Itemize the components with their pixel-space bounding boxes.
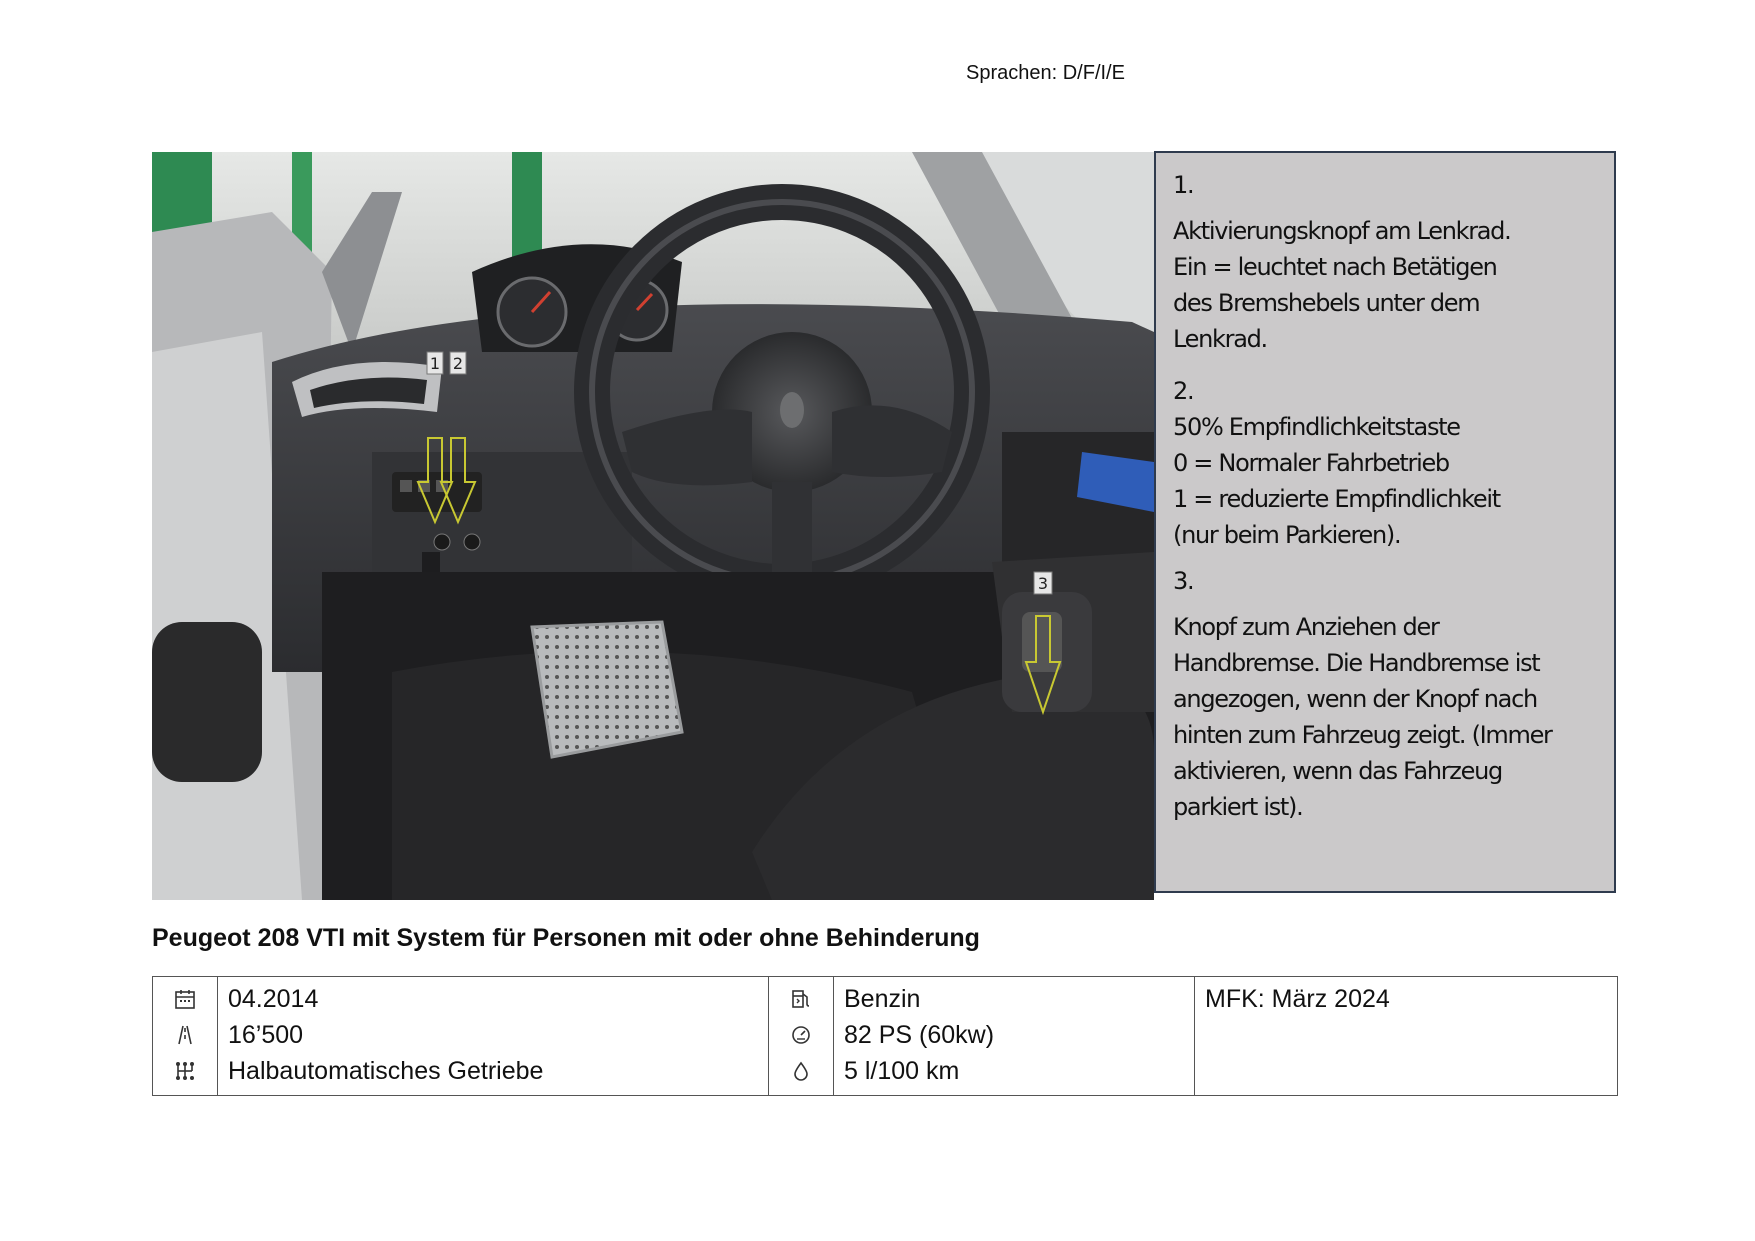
item-1-number: 1. bbox=[1173, 171, 1194, 199]
marker-2-label: 2 bbox=[452, 354, 464, 373]
power: 82 PS (60kw) bbox=[844, 1021, 995, 1049]
marker-1-label: 1 bbox=[429, 354, 441, 373]
specs-values-col-2 bbox=[834, 977, 1195, 1096]
item-3-line: Handbremse. Die Handbremse ist bbox=[1173, 649, 1540, 677]
specs-table bbox=[152, 976, 1618, 1096]
specs-icons-col-1 bbox=[153, 977, 218, 1096]
road-icon bbox=[163, 1017, 207, 1053]
fuel-type: Benzin bbox=[844, 985, 921, 1013]
car-interior-photo bbox=[152, 152, 1154, 900]
item-2-line: 50% Empfindlichkeitstaste bbox=[1173, 413, 1460, 441]
item-2-line: 0 = Normaler Fahrbetrieb bbox=[1173, 449, 1449, 477]
item-1-line: des Bremshebels unter dem bbox=[1173, 289, 1480, 317]
item-1-line: Lenkrad. bbox=[1173, 325, 1267, 353]
item-2-number: 2. bbox=[1173, 377, 1194, 405]
marker-3-label: 3 bbox=[1037, 574, 1049, 593]
first-registration: 04.2014 bbox=[228, 985, 319, 1013]
item-3-line: parkiert ist). bbox=[1173, 793, 1303, 821]
item-3-line: angezogen, wenn der Knopf nach bbox=[1173, 685, 1537, 713]
calendar-icon bbox=[163, 981, 207, 1017]
item-1-line: Ein = leuchtet nach Betätigen bbox=[1173, 253, 1497, 281]
item-1-line: Aktivierungsknopf am Lenkrad. bbox=[1173, 217, 1511, 245]
item-3-line: Knopf zum Anziehen der bbox=[1173, 613, 1439, 641]
specs-col-3 bbox=[1195, 977, 1618, 1096]
item-3-number: 3. bbox=[1173, 567, 1194, 595]
specs-icons-col-2 bbox=[769, 977, 834, 1096]
item-3-line: hinten zum Fahrzeug zeigt. (Immer bbox=[1173, 721, 1552, 749]
fuel-pump-icon bbox=[779, 981, 823, 1017]
transmission: Halbautomatisches Getriebe bbox=[228, 1057, 544, 1085]
specs-values-col-1 bbox=[218, 977, 769, 1096]
item-3-line: aktivieren, wenn das Fahrzeug bbox=[1173, 757, 1502, 785]
mfk-date: MFK: März 2024 bbox=[1205, 985, 1390, 1013]
drop-icon bbox=[779, 1053, 823, 1089]
gearbox-icon bbox=[163, 1053, 207, 1089]
vehicle-title: Peugeot 208 VTI mit System für Personen mit oder ohne Behinderung bbox=[152, 924, 980, 952]
languages-label: Sprachen: D/F/I/E bbox=[966, 62, 1125, 84]
speedometer-icon bbox=[779, 1017, 823, 1053]
item-2-line: (nur beim Parkieren). bbox=[1173, 521, 1401, 549]
instructions-box bbox=[1154, 151, 1616, 893]
consumption: 5 l/100 km bbox=[844, 1057, 960, 1085]
item-2-line: 1 = reduzierte Empfindlichkeit bbox=[1173, 485, 1500, 513]
mileage: 16’500 bbox=[228, 1021, 304, 1049]
